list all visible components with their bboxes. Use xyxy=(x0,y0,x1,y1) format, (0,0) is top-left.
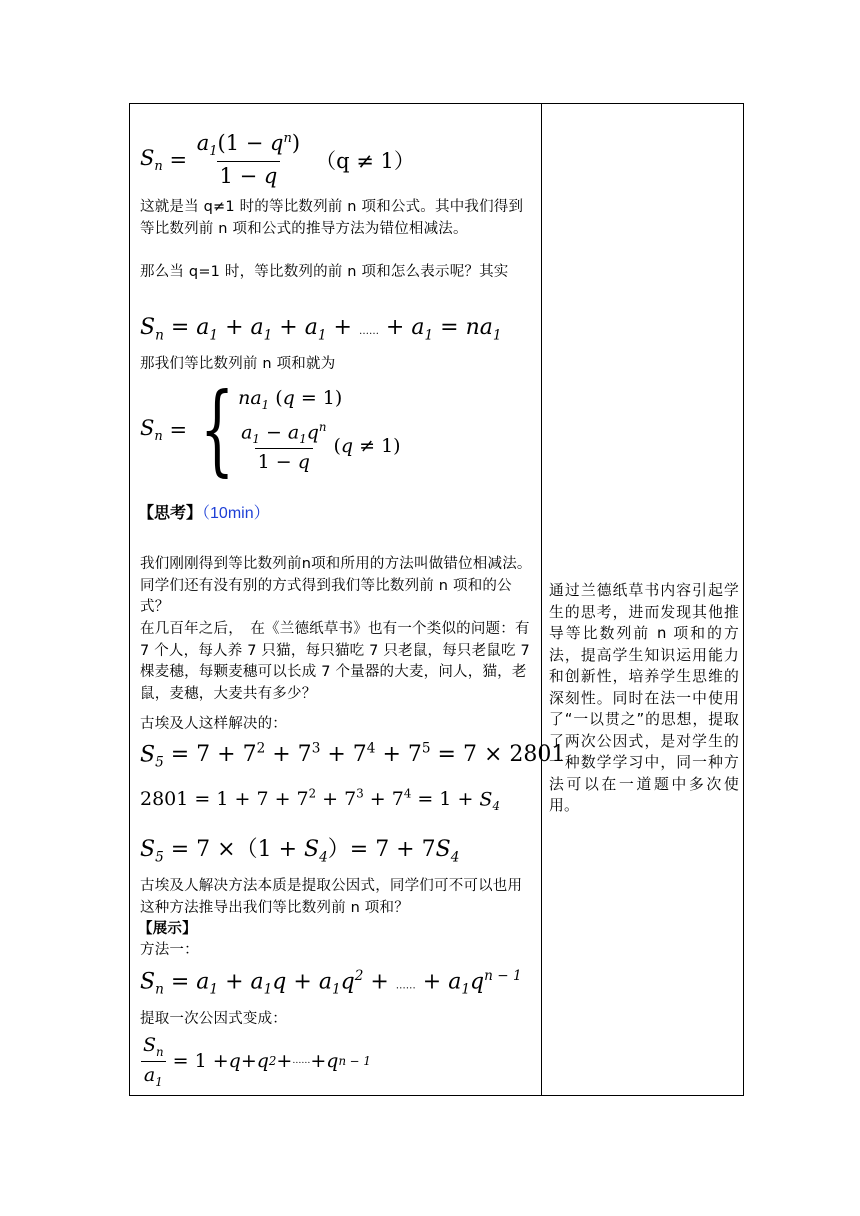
think-label: 【思考】 xyxy=(138,503,203,522)
formula-2801-decomposition: $2801 = 1 + 7 + 7^2 + 7^3 + 7^4 = 1 + S_4$ xyxy=(140,787,500,814)
method-one-label: 方法一： xyxy=(140,942,199,958)
formula-sn-over-a1: $\frac{S_n}{a_1}$ = 1 + q + q 2 + …… + q n − 1 xyxy=(140,1034,371,1089)
sum-formula-q-equals-1: $S_n = a_1 + a_1 + a_1$ + …… + $a_1 = na_1$ xyxy=(140,315,502,344)
show-heading: 【展示】 xyxy=(138,921,197,937)
formula-condition: （q ≠ 1） xyxy=(315,148,415,173)
formula-s5-expansion: $S_5 = 7 + 7^2 + 7^3 + 7^4 + 7^5 = 7 \times 2801$ xyxy=(140,741,566,771)
lesson-table xyxy=(129,103,744,1096)
formula-sn-expansion: $S_n = a_1 + a_1q + a_1q^2$ + …… + $a_1q^{n - 1}$ xyxy=(140,968,522,998)
paragraph-common-factor-question: 古埃及人解决方法本质是提取公因式，同学们可不可以也用这种方法推导出我们等比数列前 n 项和？ xyxy=(140,878,523,916)
design-intent-comment: 通过兰德纸草书内容引起学生的思考，进而发现其他推导等比数列前 n 项和的方法，提高学生知识运用能力和创新性，培养学生思维的深刻性。同时在法一中使用了“一以贯之”的思想，提取了两次公因式，是对学生的一种数学学习中，同一种方法可以在一道题中多次使用。 xyxy=(549,582,739,814)
paragraph-other-methods-question: 我们刚刚得到等比数列前n项和所用的方法叫做错位相减法。同学们还有没有别的方式得到我们等比数列前 n 项和的公式？ xyxy=(140,556,532,615)
sum-formula-piecewise: $S_n$ = { $na_1$ (q = 1) $\frac{a_1 - a_1q^n}{1 - q}$ (q ≠ 1) xyxy=(140,373,401,487)
think-heading xyxy=(138,500,270,523)
paragraph-rhind-papyrus-problem: 在几百年之后， 在《兰德纸草书》也有一个类似的问题：有 7 个人，每人养 7 只猫，每只猫吃 7 只老鼠，每只老鼠吃 7 棵麦穗，每颗麦穗可以长成 7 个量器的大麦，问人，猫，老鼠，麦穗，大麦共有多少？ xyxy=(140,621,530,702)
paragraph-sum-piecewise-intro: 那我们等比数列前 n 项和就为 xyxy=(140,356,336,372)
sum-formula-q-not-1: $S_n$ = $\frac{a_1(1 - q^n)}{1 - q}$ （q ≠ 1） xyxy=(140,131,415,189)
paragraph-q-equals-1-question: 那么当 q=1 时，等比数列的前 n 项和怎么表示呢？其实 xyxy=(140,264,509,280)
paragraph-factor-once: 提取一次公因式变成： xyxy=(140,1011,287,1027)
paragraph-egyptian-solution-intro: 古埃及人这样解决的： xyxy=(140,716,287,732)
paragraph-formula-explanation: 这就是当 q≠1 时的等比数列前 n 项和公式。其中我们得到等比数列前 n 项和公式的推导方法为错位相减法。 xyxy=(140,199,524,237)
design-intent-column xyxy=(542,104,744,1095)
formula-s5-factorized: $S_5 = 7 \times(1 + S_4)= 7 + 7S_4$ xyxy=(140,837,460,866)
lesson-content-column xyxy=(130,104,566,1095)
think-time: （10min） xyxy=(202,505,270,522)
